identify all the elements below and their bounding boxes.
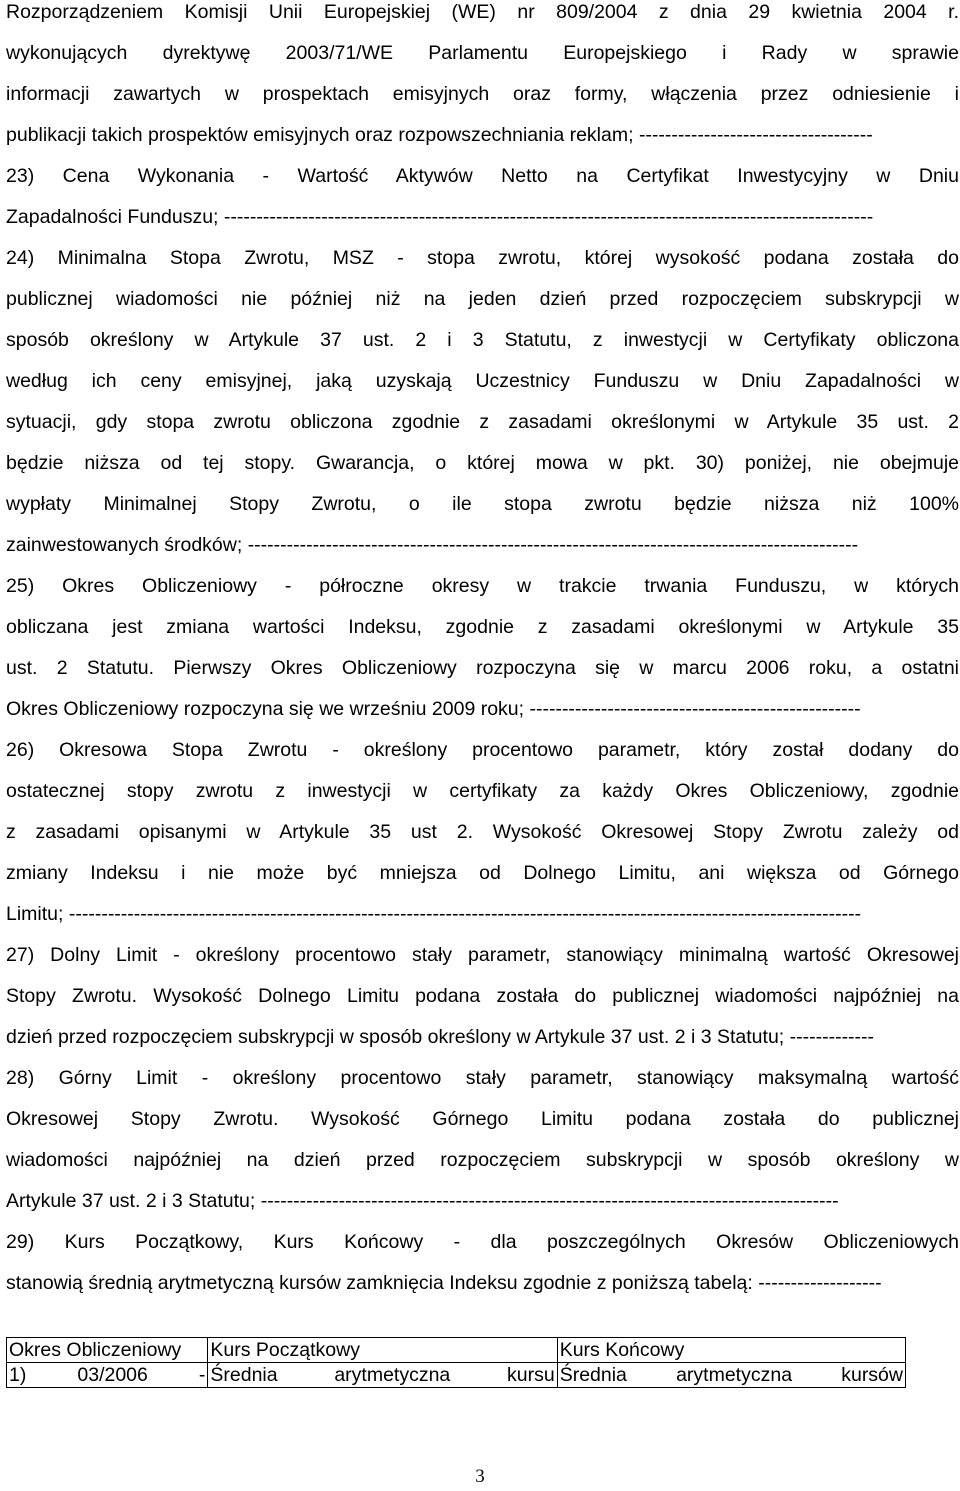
table-cell: 1) 03/2006 - [7, 1363, 208, 1388]
definition-28-line: 28) Górny Limit - określony procentowo stały parametr, stanowiący maksymalną wartość [6, 1067, 959, 1089]
text-line: będzie niższa od tej stopy. Gwarancja, o której mowa w pkt. 30) poniżej, nie obejmuje [6, 452, 959, 474]
text-line: sposób określony w Artykule 37 ust. 2 i 3 Statutu, z inwestycji w Certyfikaty obliczona [6, 329, 959, 351]
page-number: 3 [475, 1466, 485, 1487]
table-header-row [7, 1338, 906, 1363]
text-line: stanowią średnią arytmetyczną kursów zamknięcia Indeksu zgodnie z poniższą tabelą: ------------------- [6, 1272, 882, 1294]
definition-25-line: 25) Okres Obliczeniowy - półroczne okresy w trakcie trwania Funduszu, w których [6, 575, 959, 597]
definition-26-line: 26) Okresowa Stopa Zwrotu - określony procentowo parametr, który został dodany do [6, 739, 959, 761]
text-line: zainwestowanych środków; ---------------------------------------------------------------------------------------------- [6, 534, 859, 556]
text-line: Artykule 37 ust. 2 i 3 Statutu; ----------------------------------------------------------------------------------------- [6, 1190, 839, 1212]
text-line: wypłaty Minimalnej Stopy Zwrotu, o ile stopa zwrotu będzie niższa niż 100% [6, 493, 959, 515]
text-line: sytuacji, gdy stopa zwrotu obliczona zgodnie z zasadami określonymi w Artykule 35 ust. 2 [6, 411, 959, 433]
text-line: Rozporządzeniem Komisji Unii Europejskiej (WE) nr 809/2004 z dnia 29 kwietnia 2004 r. [6, 1, 959, 23]
definition-24-line: 24) Minimalna Stopa Zwrotu, MSZ - stopa zwrotu, której wysokość podana została do [6, 247, 959, 269]
text-line: publicznej wiadomości nie później niż na jeden dzień przed rozpoczęciem subskrypcji w [6, 288, 959, 310]
text-line: Limitu; -------------------------------------------------------------------------------------------------------------------------- [6, 903, 862, 925]
text-line: według ich ceny emisyjnej, jaką uzyskają Uczestnicy Funduszu w Dniu Zapadalności w [6, 370, 959, 392]
table-header-cell: Kurs Początkowy [208, 1338, 557, 1363]
definition-29-line: 29) Kurs Początkowy, Kurs Końcowy - dla poszczególnych Okresów Obliczeniowych [6, 1231, 959, 1253]
table-header-cell: Kurs Końcowy [557, 1338, 905, 1363]
text-line: ostatecznej stopy zwrotu z inwestycji w certyfikaty za każdy Okres Obliczeniowy, zgodnie [6, 780, 959, 802]
text-line: wiadomości najpóźniej na dzień przed rozpoczęciem subskrypcji w sposób określony w [6, 1149, 959, 1171]
text-line: z zasadami opisanymi w Artykule 35 ust 2. Wysokość Okresowej Stopy Zwrotu zależy od [6, 821, 959, 843]
text-line: Okresowej Stopy Zwrotu. Wysokość Górnego Limitu podana została do publicznej [6, 1108, 959, 1130]
periods-table [6, 1337, 906, 1388]
table-row [7, 1363, 906, 1388]
text-line: publikacji takich prospektów emisyjnych oraz rozpowszechniania reklam; ------------------------------------ [6, 124, 873, 146]
definition-23-line: 23) Cena Wykonania - Wartość Aktywów Netto na Certyfikat Inwestycyjny w Dniu [6, 165, 959, 187]
table-cell: Średnia arytmetyczna kursu [208, 1363, 557, 1388]
text-line: zmiany Indeksu i nie może być mniejsza od Dolnego Limitu, ani większa od Górnego [6, 862, 959, 884]
text-line: Stopy Zwrotu. Wysokość Dolnego Limitu podana została do publicznej wiadomości najpóźniej na [6, 985, 959, 1007]
text-line: ust. 2 Statutu. Pierwszy Okres Obliczeniowy rozpoczyna się w marcu 2006 roku, a ostatni [6, 657, 959, 679]
table-cell: Średnia arytmetyczna kursów [557, 1363, 905, 1388]
text-line: informacji zawartych w prospektach emisyjnych oraz formy, włączenia przez odniesienie i [6, 83, 959, 105]
text-line: obliczana jest zmiana wartości Indeksu, zgodnie z zasadami określonymi w Artykule 35 [6, 616, 959, 638]
table-header-cell: Okres Obliczeniowy [7, 1338, 208, 1363]
text-line: dzień przed rozpoczęciem subskrypcji w sposób określony w Artykule 37 ust. 2 i 3 Statutu; ------------- [6, 1026, 875, 1048]
definition-27-line: 27) Dolny Limit - określony procentowo stały parametr, stanowiący minimalną wartość Okresowej [6, 944, 959, 966]
text-line: wykonujących dyrektywę 2003/71/WE Parlamentu Europejskiego i Rady w sprawie [6, 42, 959, 64]
text-line: Okres Obliczeniowy rozpoczyna się we wrześniu 2009 roku; --------------------------------------------------- [6, 698, 861, 720]
text-line: Zapadalności Funduszu; ---------------------------------------------------------------------------------------------------- [6, 206, 874, 228]
